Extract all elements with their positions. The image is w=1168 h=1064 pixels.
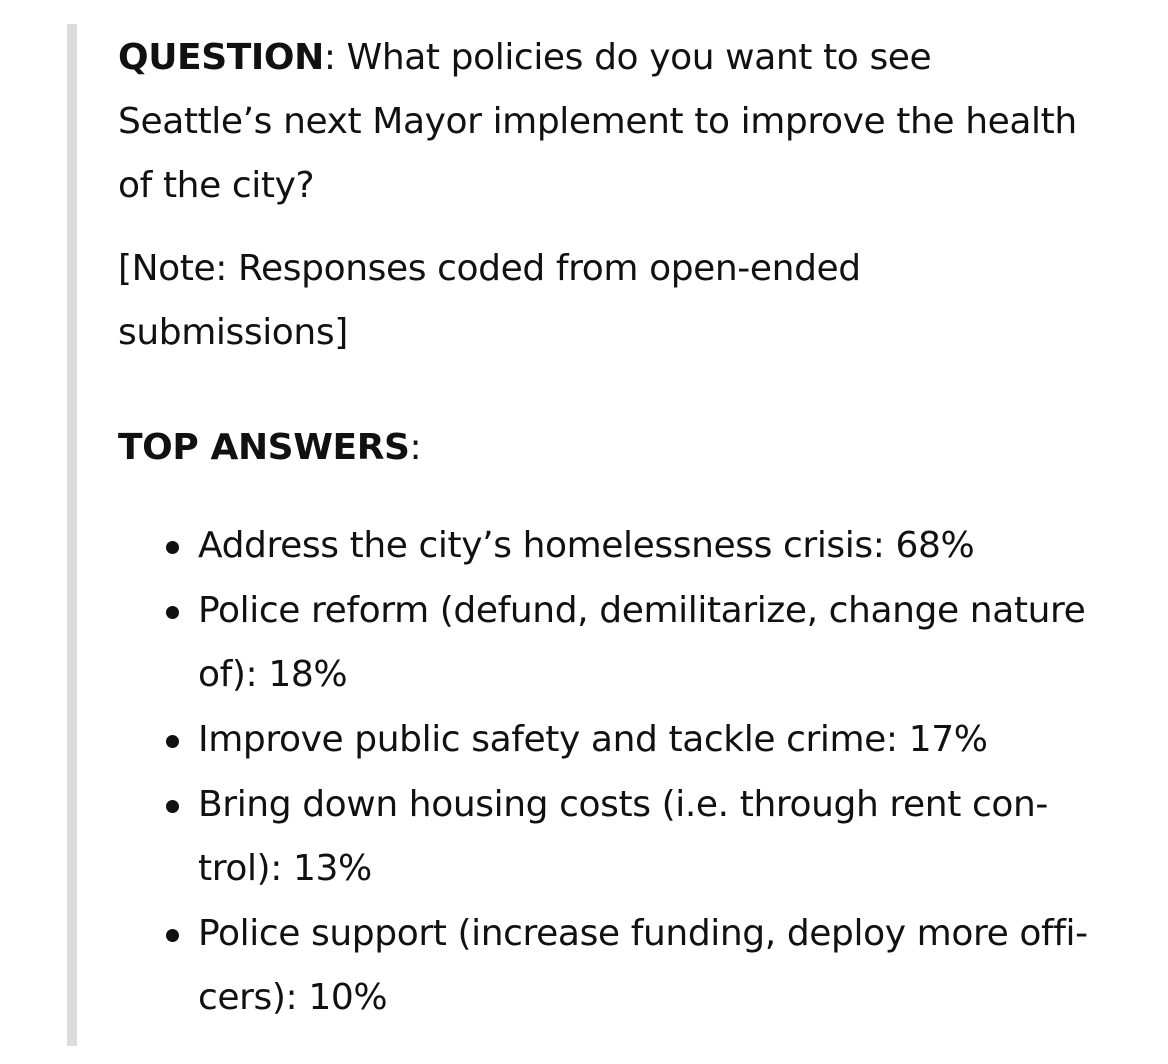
bullet-icon (166, 541, 179, 554)
question-paragraph (118, 26, 1078, 218)
bullet-icon (166, 800, 179, 813)
list-item (118, 902, 1093, 1030)
list-item (118, 773, 1093, 901)
blockquote-content (118, 26, 1118, 1031)
answer-text: Police support (increase funding, deploy more officers): 10% (198, 913, 1089, 1018)
list-item (118, 579, 1093, 707)
bullet-icon (166, 735, 179, 748)
bullet-icon (166, 929, 179, 942)
list-item (118, 514, 1093, 578)
question-separator: : (323, 37, 336, 78)
bullet-icon (166, 606, 179, 619)
answer-text: Bring down housing costs (i.e. through rent control): 13% (198, 784, 1049, 889)
note-paragraph: [Note: Responses coded from open-ended submissions] (118, 248, 861, 353)
question-label: QUESTION (118, 37, 324, 78)
answer-text: Address the city’s homelessness crisis: 68% (198, 525, 975, 566)
answer-text: Police reform (defund, demilitarize, change nature of): 18% (198, 590, 1086, 695)
blockquote-bar (67, 24, 77, 1046)
top-answers-label: TOP ANSWERS (118, 427, 410, 468)
list-item (118, 708, 1093, 772)
answer-text: Improve public safety and tackle crime: 17% (198, 719, 988, 760)
question-text: What policies do you want to see Seattle’s next Mayor implement to improve the health of the city? (118, 37, 1077, 206)
top-answers-heading (118, 416, 1078, 480)
answers-list (118, 514, 1118, 1030)
top-answers-separator: : (409, 427, 422, 468)
